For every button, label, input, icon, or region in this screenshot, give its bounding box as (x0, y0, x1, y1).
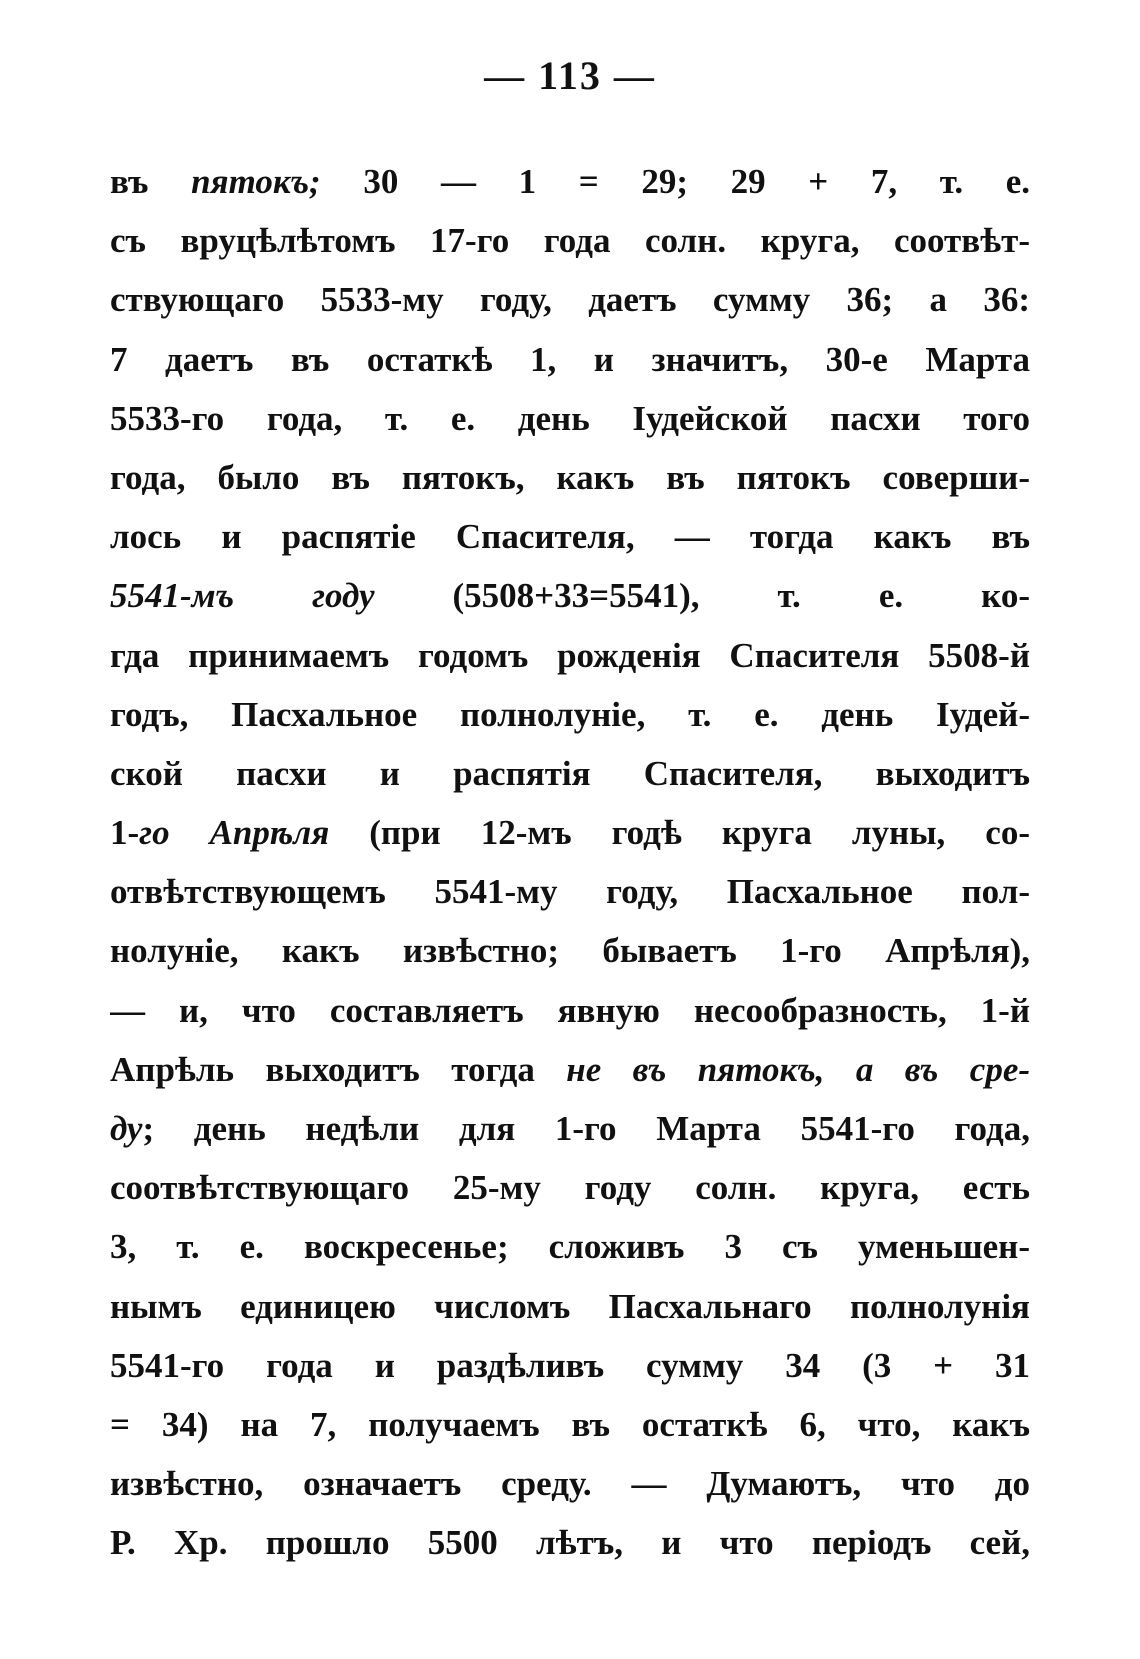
text-segment: извѣстно, означаетъ среду. — Думаютъ, что до (110, 1464, 1030, 1504)
text-line (110, 507, 1030, 566)
text-segment: соотвѣтствующаго 25-му году солн. круга, есть (110, 1168, 1030, 1208)
text-line (110, 862, 1030, 921)
text-segment: гда принимаемъ годомъ рожденія Спасителя 5508-й (110, 635, 1030, 675)
text-segment: года, было въ пятокъ, какъ въ пятокъ соверши- (110, 457, 1030, 497)
italic-text: го Апрѣля (139, 813, 330, 853)
text-segment: съ вруцѣлѣтомъ 17-го года солн. круга, соотвѣт- (110, 221, 1030, 261)
text-segment: 5533-го года, т. е. день Іудейской пасхи того (110, 398, 1030, 438)
text-segment: Апрѣль выходитъ тогда (110, 1049, 567, 1089)
text-line (110, 1395, 1030, 1454)
text-line (110, 1336, 1030, 1395)
text-segment: ской пасхи и распятія Спасителя, выходитъ (110, 753, 1030, 793)
text-segment: (5508+33=5541), т. е. ко- (374, 576, 1030, 616)
italic-text: 5541-мъ году (110, 576, 375, 616)
text-line (110, 330, 1030, 389)
text-line (110, 1099, 1030, 1158)
text-segment: = 34) на 7, получаемъ въ остаткѣ 6, что, какъ (110, 1404, 1030, 1444)
text-segment: въ (110, 162, 192, 201)
text-segment: 5541-го года и раздѣливъ сумму 34 (3 + 31 (110, 1345, 1030, 1385)
text-line (110, 1277, 1030, 1336)
text-line (110, 981, 1030, 1040)
text-line (110, 566, 1030, 625)
text-line (110, 685, 1030, 744)
text-segment: лось и распятіе Спасителя, — тогда какъ въ (110, 517, 1030, 557)
text-segment: — и, что составляетъ явную несообразность, 1-й (110, 990, 1030, 1030)
text-line (110, 389, 1030, 448)
text-line (110, 626, 1030, 685)
page-number: — 113 — (484, 53, 656, 98)
text-segment: Р. Хр. прошло 5500 лѣтъ, и что періодъ сей, (110, 1523, 1030, 1563)
text-segment: 7 даетъ въ остаткѣ 1, и значитъ, 30-е Марта (110, 339, 1030, 379)
text-segment: ; день недѣли для 1-го Марта 5541-го года, (142, 1109, 1030, 1148)
text-segment: нымъ единицею числомъ Пасхальнаго полнолунія (110, 1286, 1030, 1326)
text-segment: ствующаго 5533-му году, даетъ сумму 36; а 36: (110, 280, 1030, 320)
text-line (110, 1040, 1030, 1099)
text-line (110, 921, 1030, 980)
text-segment: (при 12-мъ годѣ круга луны, со- (329, 813, 1030, 853)
text-line (110, 1454, 1030, 1513)
text-line (110, 448, 1030, 507)
italic-text: пятокъ; (191, 162, 321, 201)
text-line (110, 803, 1030, 862)
text-segment: годъ, Пасхальное полнолуніе, т. е. день Іудей- (110, 694, 1030, 734)
text-line (110, 152, 1030, 211)
text-segment: 3, т. е. воскресенье; сложивъ 3 съ уменьшен- (110, 1227, 1030, 1267)
body-text (110, 152, 1030, 1573)
text-line (110, 270, 1030, 329)
text-segment: 1- (110, 813, 140, 853)
text-segment: 30 — 1 = 29; 29 + 7, т. е. (320, 162, 1030, 201)
text-line (110, 1158, 1030, 1217)
text-line (110, 744, 1030, 803)
italic-text: не въ пятокъ, а въ сре- (566, 1049, 1030, 1089)
text-line (110, 1513, 1030, 1572)
text-segment: нолуніе, какъ извѣстно; бываетъ 1-го Апрѣля), (110, 931, 1030, 971)
italic-text: ду (110, 1109, 143, 1148)
text-line (110, 1217, 1030, 1276)
text-segment: отвѣтствующемъ 5541-му году, Пасхальное пол- (110, 872, 1030, 912)
text-line (110, 211, 1030, 270)
